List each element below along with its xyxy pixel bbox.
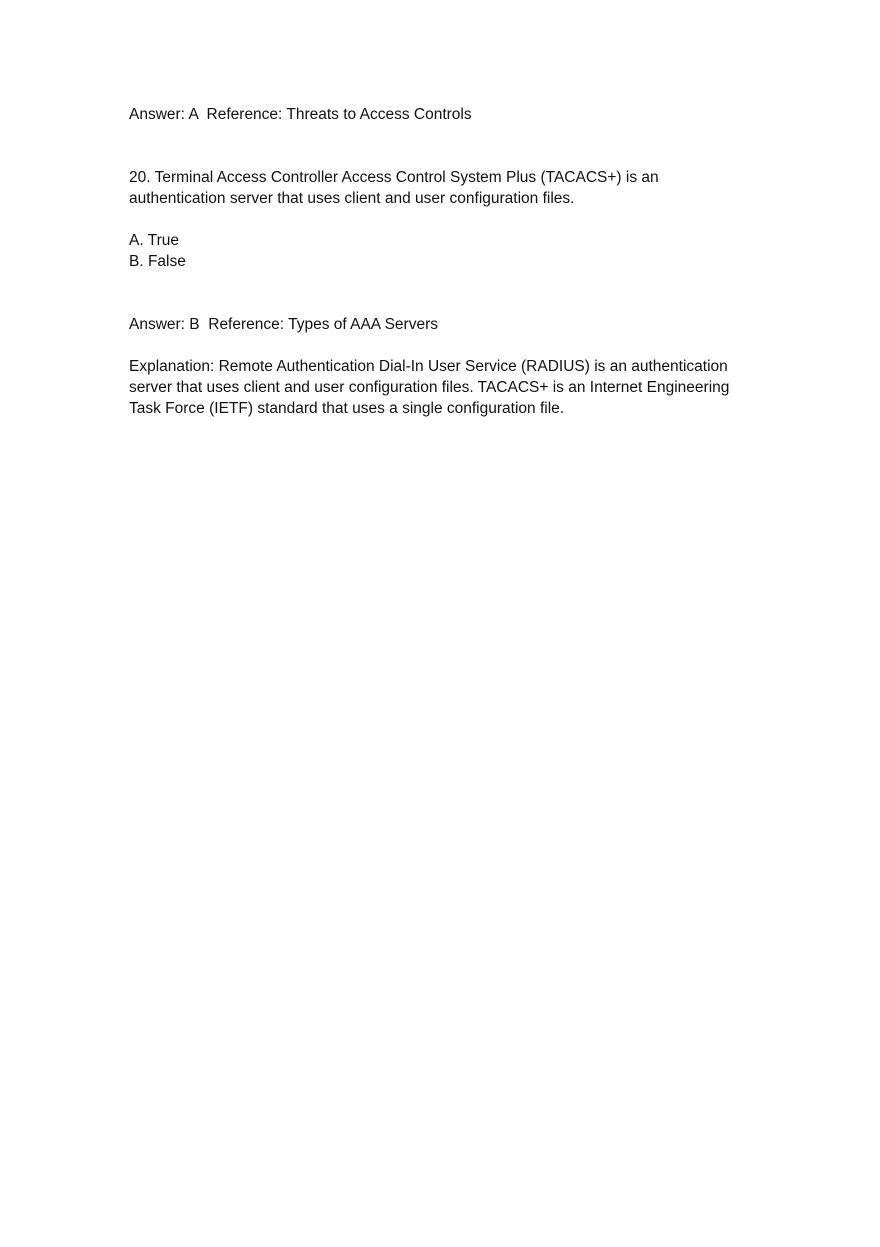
explanation-line-1: Explanation: Remote Authentication Dial-In User Service (RADIUS) is an authentication — [129, 358, 728, 375]
spacer — [129, 272, 769, 314]
explanation-line-3: Task Force (IETF) standard that uses a single configuration file. — [129, 400, 565, 417]
answer-line: Answer: B Reference: Types of AAA Servers — [129, 316, 439, 333]
question-line-2: authentication server that uses client and user configuration files. — [129, 190, 575, 207]
option-a: A. True — [129, 232, 179, 249]
explanation-line-2: server that uses client and user configuration files. TACACS+ is an Internet Engineering — [129, 379, 730, 396]
explanation-block — [129, 356, 769, 419]
options-list — [129, 230, 769, 272]
question-line-1: 20. Terminal Access Controller Access Control System Plus (TACACS+) is an — [129, 169, 659, 186]
document-content — [129, 104, 769, 419]
spacer — [129, 209, 769, 230]
spacer — [129, 335, 769, 356]
spacer — [129, 125, 769, 167]
question-block — [129, 167, 769, 209]
previous-answer-line: Answer: A Reference: Threats to Access Controls — [129, 106, 472, 123]
option-b: B. False — [129, 253, 186, 270]
